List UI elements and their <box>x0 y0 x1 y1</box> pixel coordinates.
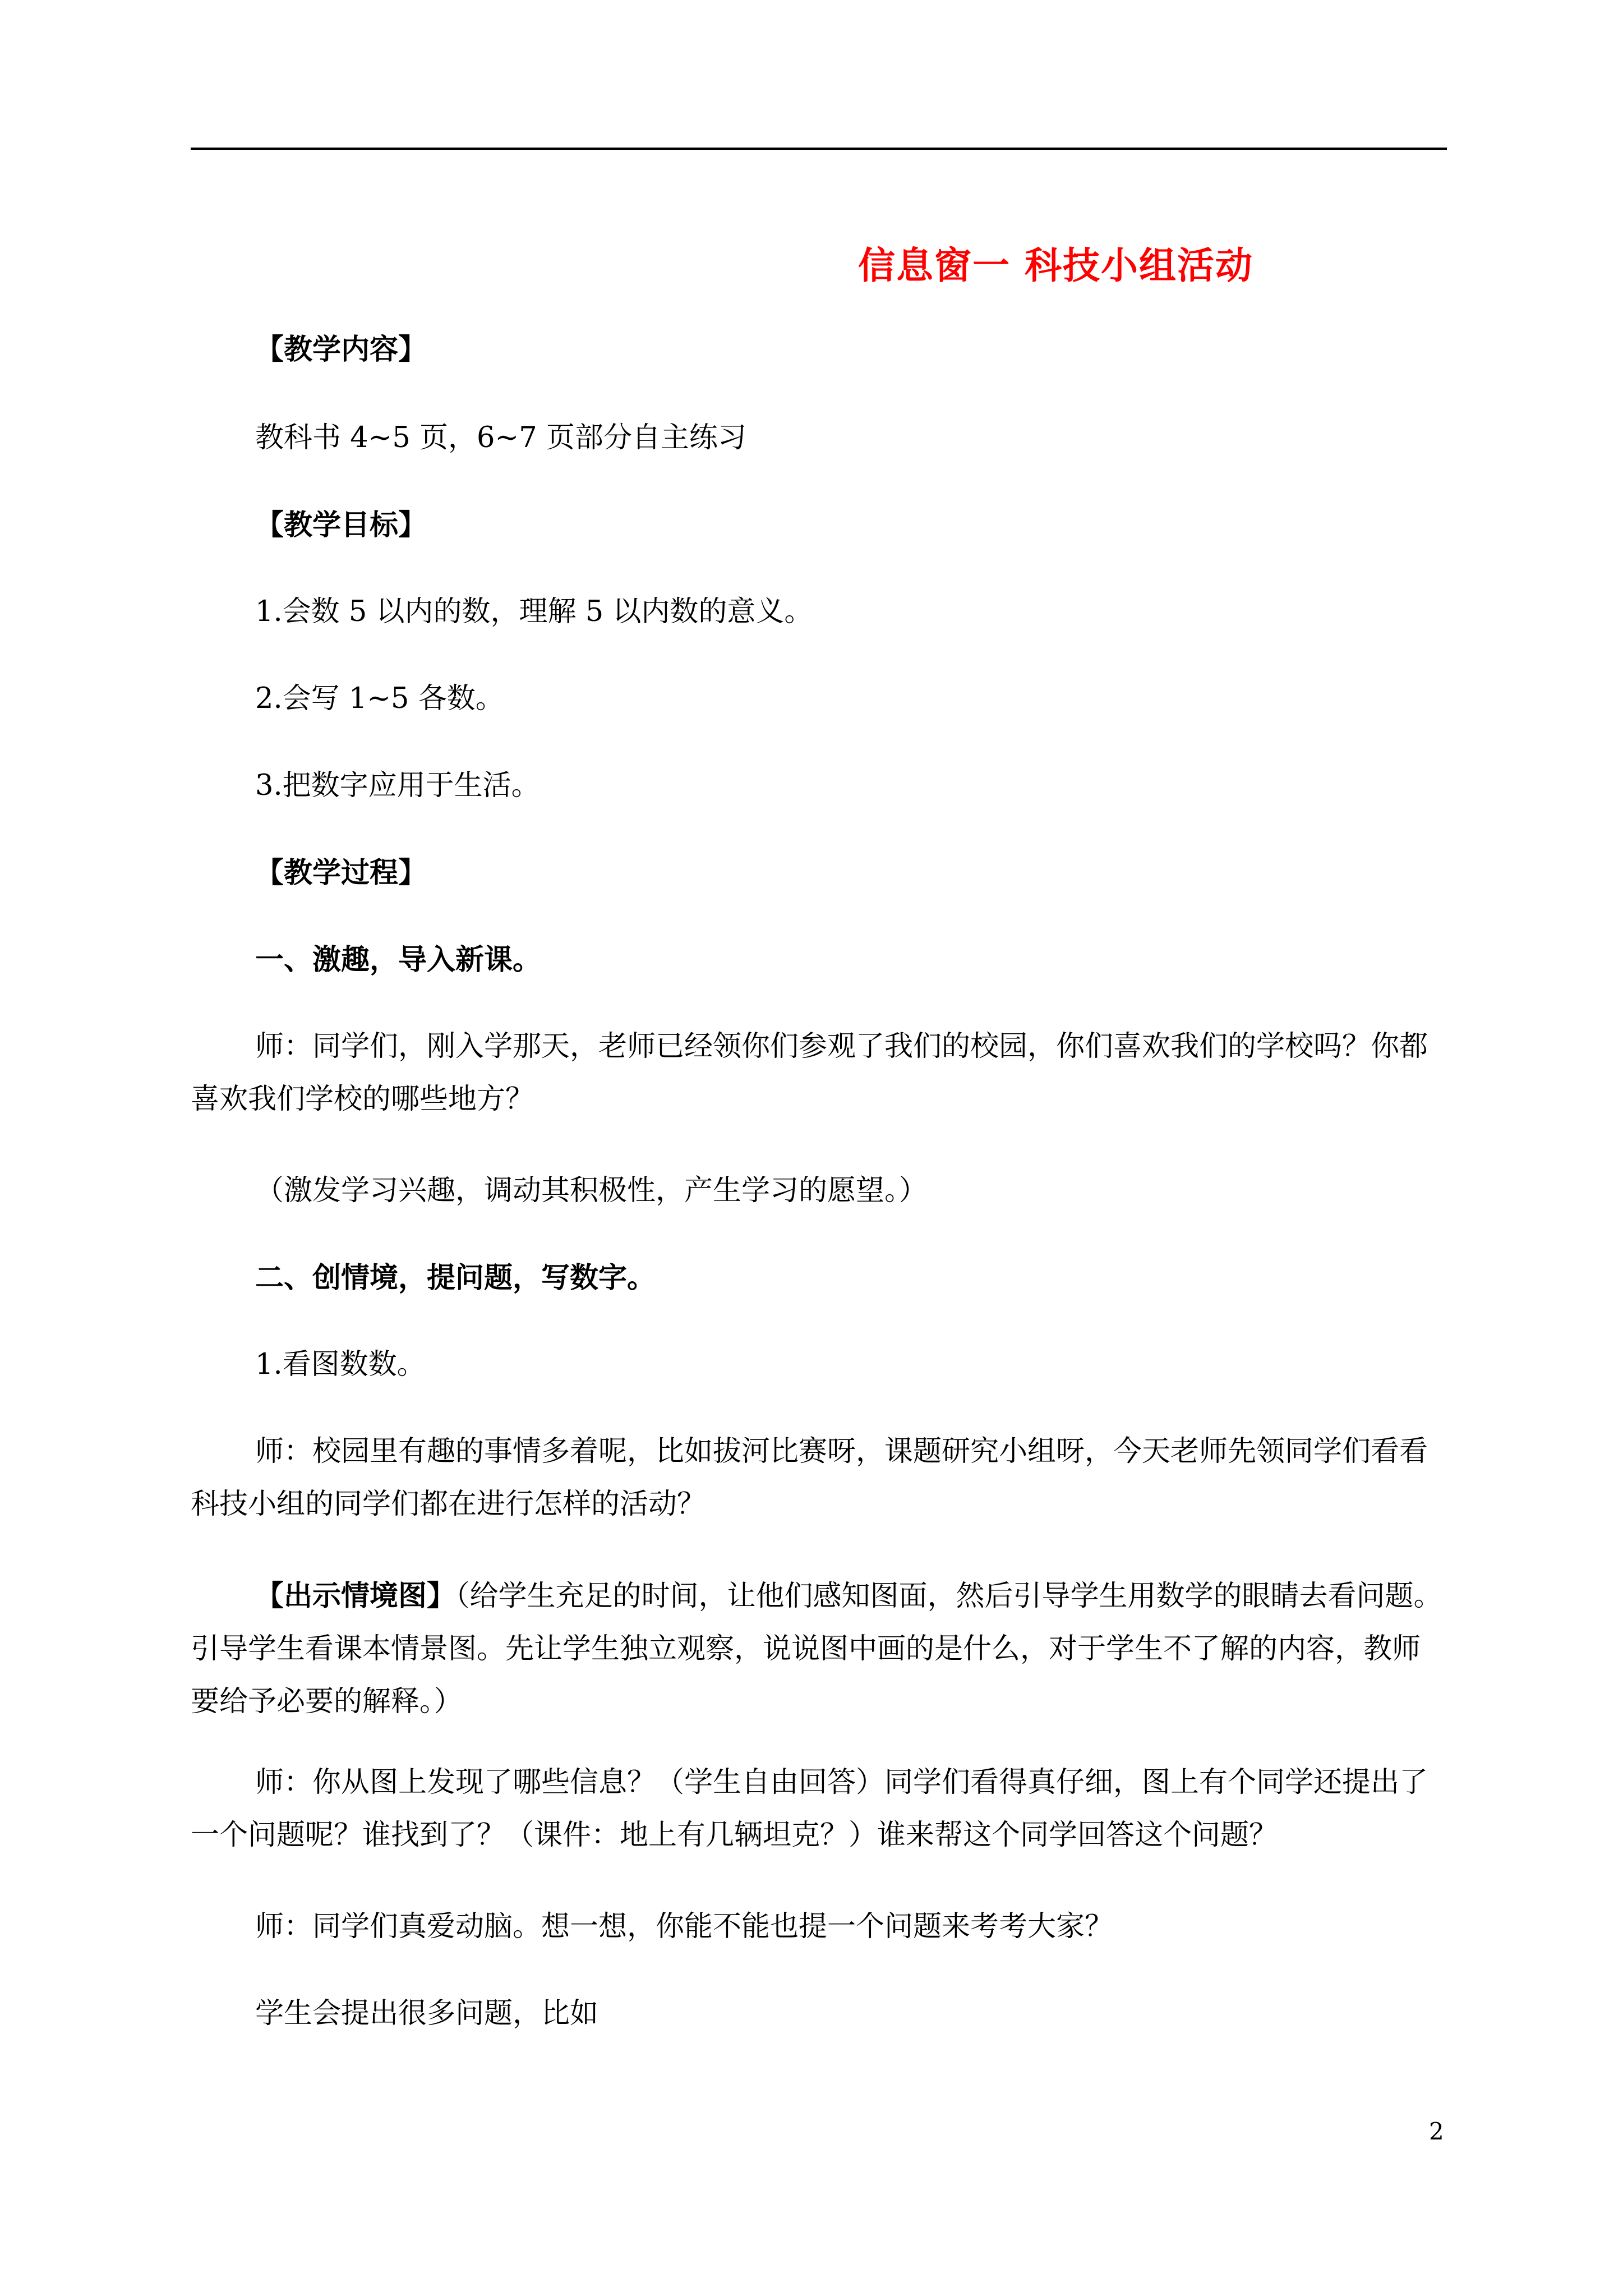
step2-paragraph-1 <box>191 1430 1447 1526</box>
header-rule <box>191 148 1447 150</box>
step2-heading: 二、创情境，提问题，写数字。 <box>255 1261 656 1295</box>
step2-paragraph-3 <box>191 1761 1447 1857</box>
content-text: 教科书 4~5 页，6~7 页部分自主练习 <box>255 421 746 454</box>
goal-heading: 【教学目标】 <box>255 508 427 542</box>
paragraph-line: 科技小组的同学们都在进行怎样的活动？ <box>191 1488 706 1521</box>
step1-heading: 一、激趣，导入新课。 <box>255 943 542 977</box>
page-title: 信息窗一 科技小组活动 <box>858 243 1253 287</box>
paragraph-line: 师：校园里有趣的事情多着呢，比如拔河比赛呀，课题研究小组呀，今天老师先领同学们看看 <box>255 1435 1428 1468</box>
paragraph-line <box>191 1575 1447 1618</box>
content-heading: 【教学内容】 <box>255 333 427 366</box>
page-number: 2 <box>1429 2118 1444 2145</box>
paragraph-line: 喜欢我们学校的哪些地方？ <box>191 1083 534 1116</box>
paragraph-line: 师：你从图上发现了哪些信息？（学生自由回答）同学们看得真仔细，图上有个同学还提出了 <box>255 1766 1428 1799</box>
process-heading: 【教学过程】 <box>255 856 427 890</box>
step1-note: （激发学习兴趣，调动其积极性，产生学习的愿望。） <box>255 1174 928 1207</box>
inline-text: （给学生充足的时间，让他们感知图面，然后引导学生用数学的眼睛去看问题。 <box>455 1580 1442 1613</box>
paragraph-line: 引导学生看课本情景图。先让学生独立观察，说说图中画的是什么，对于学生不了解的内容，教师 <box>191 1632 1421 1665</box>
inline-bold-label: 【出示情境图】 <box>255 1579 456 1613</box>
paragraph-line: 要给予必要的解释。） <box>191 1685 463 1718</box>
paragraph-line: 师：同学们，刚入学那天，老师已经领你们参观了我们的校园，你们喜欢我们的学校吗？你都 <box>255 1030 1428 1063</box>
goal-item-1: 1.会数 5 以内的数，理解 5 以内数的意义。 <box>255 595 813 628</box>
goal-item-3: 3.把数字应用于生活。 <box>255 769 540 802</box>
paragraph-line: 一个问题呢？谁找到了？（课件：地上有几辆坦克？）谁来帮这个同学回答这个问题？ <box>191 1819 1278 1852</box>
goal-item-2: 2.会写 1~5 各数。 <box>255 682 504 715</box>
step2-paragraph-2 <box>191 1575 1447 1723</box>
step2-subheading: 1.看图数数。 <box>255 1348 426 1381</box>
step2-paragraph-5: 学生会提出很多问题，比如 <box>255 1997 599 2030</box>
step2-paragraph-4: 师：同学们真爱动脑。想一想，你能不能也提一个问题来考考大家？ <box>255 1910 1114 1943</box>
step1-paragraph <box>191 1025 1447 1121</box>
